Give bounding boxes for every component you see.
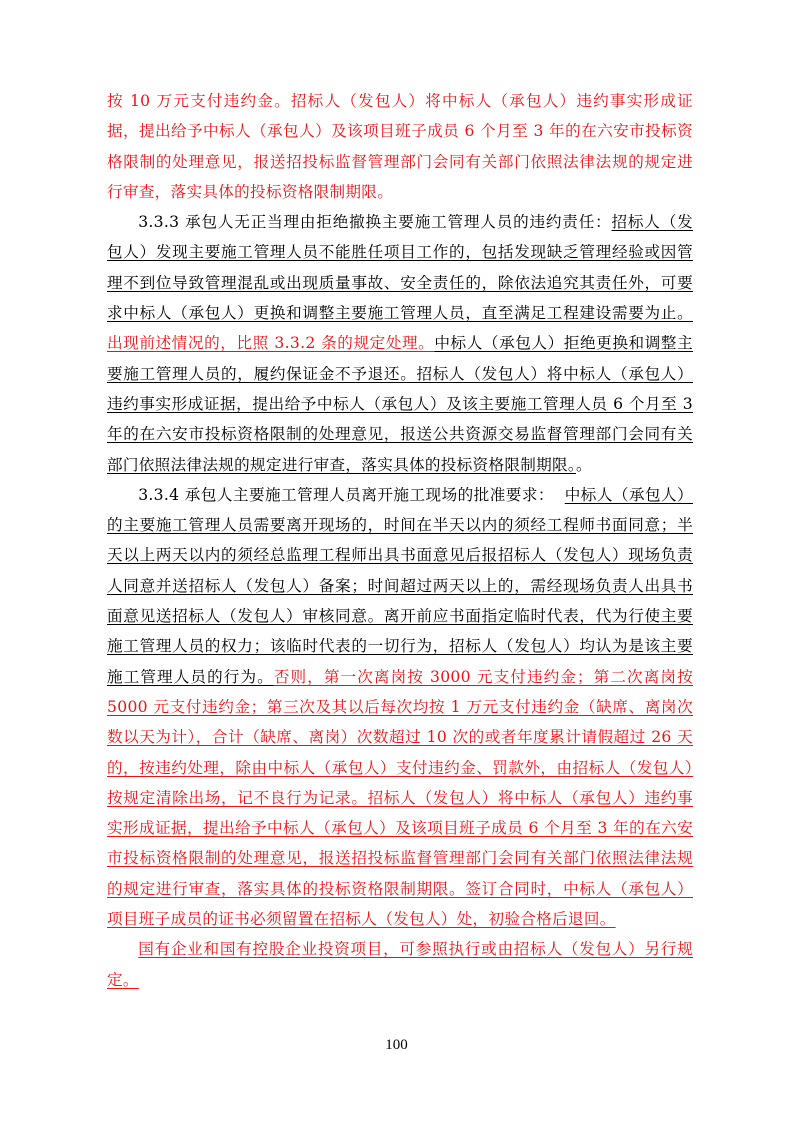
- paragraph-3-3-4: [107, 480, 693, 934]
- paragraph-continuation: [107, 86, 693, 207]
- text-segment: 中标人（承包人）拒绝更换和调整主要施工管理人员的，履约保证金不予退还。招标人（发包人）将中标人（承包人）违约事实形成证据，提出给予中标人（承包人）及该主要施工管理人员 6 个月至 3 年的在六安市投标资格限制的处理意见，报送公共资源交易监督管理部门会同有关部门依照法律法规的规定进行审查，落实具体的投标资格限制期限。: [107, 334, 693, 474]
- paragraph-state-owned: [107, 934, 693, 995]
- text-segment: 招标人（发包人）发现主要施工管理人员不能胜任项目工作的，包括发现缺乏管理经验或因管理不到位导致管理混乱或出现质量事故、安全责任的，除依法追究其责任外，可要求中标人（承包人）更换和调整主要施工管理人员，直至满足工程建设需要为止。: [107, 213, 693, 323]
- text-segment: 中标人（承包人）的主要施工管理人员需要离开现场的，时间在半天以内的须经工程师书面同意；半天以上两天以内的须经总监理工程师出具书面意见后报招标人（发包人）现场负责人同意并送招标人（发包人）备案；时间超过两天以上的，需经现场负责人出具书面意见送招标人（发包人）审核同意。离开前应书面指定临时代表，代为行使主要施工管理人员的权力；该临时代表的一切行为，招标人（发包人）均认为是该主要施工管理人员的行为。: [107, 485, 693, 686]
- text-segment: 按 10 万元支付违约金。招标人（发包人）将中标人（承包人）违约事实形成证据，提出给予中标人（承包人）及该项目班子成员 6 个月至 3 年的在六安市投标资格限制的处理意见，报送招投标监督管理部门会同有关部门依照法律法规的规定进行审查，落实具体的投标资格限制期限。: [107, 92, 693, 201]
- paragraph-3-3-3: [107, 207, 693, 480]
- text-segment: 招标人（发包人）将中标人（承包人）违约事实形成证据，提出给予中标人（承包人）及该项目班子成员 6 个月至 3 年的在六安市投标资格限制的处理意见，报送招投标监督管理部门会同有关部门依照法律法规的规定进行审查，落实具体的投标资格限制期限。签订合同时，中标人（承包人）项目班子成员的证书必须留置在招标人（发包人）处，初验合格后退回。: [107, 788, 693, 929]
- text-segment: 国有企业和国有控股企业投资项目，可参照执行或由招标人（发包人）另行规定。: [107, 940, 693, 989]
- text-segment: 3.3.4 承包人主要施工管理人员离开施工现场的批准要求：: [138, 485, 565, 504]
- text-segment: 3.3.3 承包人无正当理由拒绝撤换主要施工管理人员的违约责任：: [138, 213, 612, 232]
- document-body: [107, 86, 693, 995]
- page-number: 100: [385, 1037, 408, 1053]
- text-segment: 出现前述情况的，比照 3.3.2 条的规定处理。: [107, 334, 435, 353]
- text-segment: 否则，第一次离岗按 3000 元支付违约金；第二次离岗按 5000 元支付违约金；第三次及其以后每次均按 1 万元支付违约金（缺席、离岗次数以天为计），合计（缺席、离岗）次数超过 10 次的或者年度累计请假超过 26 天的，按违约处理，除由中标人（承包人）支付违约金、罚款外，由招标人（发包人）按规定清除出场，记不良行为记录。: [107, 667, 693, 807]
- text-segment: 。: [576, 455, 592, 474]
